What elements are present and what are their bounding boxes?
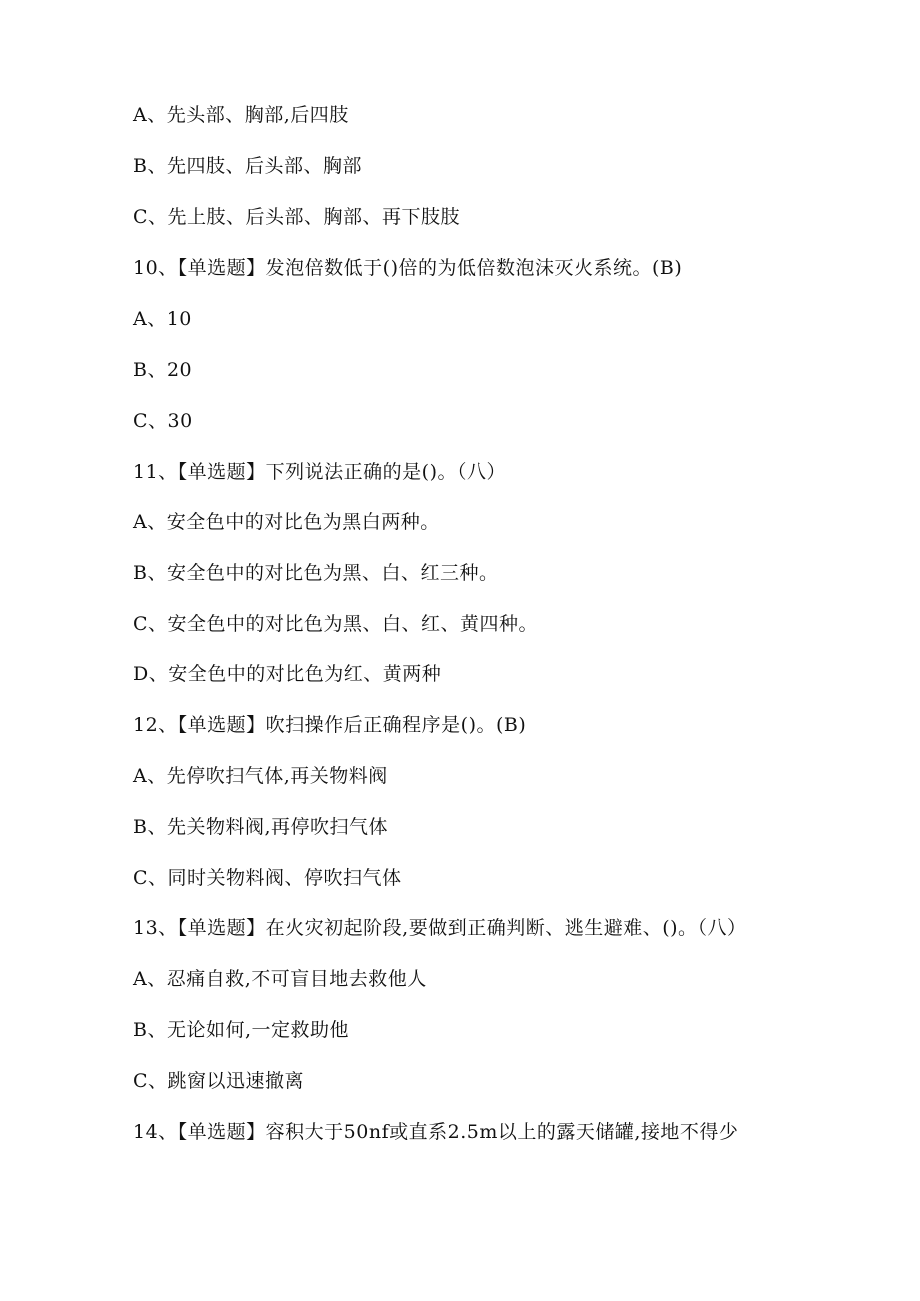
option-line: A、10	[133, 308, 192, 330]
option-line: C、先上肢、后头部、胸部、再下肢肢	[133, 206, 461, 228]
option-line: B、先四肢、后头部、胸部	[133, 155, 362, 177]
option-line: B、先关物料阀,再停吹扫气体	[133, 816, 389, 838]
option-line: B、安全色中的对比色为黑、白、红三种。	[133, 562, 499, 584]
option-line: A、先头部、胸部,后四肢	[133, 104, 349, 126]
option-line: D、安全色中的对比色为红、黄两种	[133, 663, 442, 685]
option-line: A、先停吹扫气体,再关物料阀	[133, 765, 388, 787]
option-line: A、忍痛自救,不可盲目地去救他人	[133, 968, 427, 990]
option-line: A、安全色中的对比色为黑白两种。	[133, 511, 440, 533]
option-line: C、安全色中的对比色为黑、白、红、黄四种。	[133, 613, 539, 635]
question-line: 12、【单选题】吹扫操作后正确程序是()。(B)	[133, 714, 527, 736]
option-line: B、20	[133, 359, 193, 381]
option-line: C、跳窗以迅速撤离	[133, 1070, 305, 1092]
question-line: 13、【单选题】在火灾初起阶段,要做到正确判断、逃生避难、()。（八）	[133, 917, 747, 939]
question-line: 11、【单选题】下列说法正确的是()。（八）	[133, 461, 507, 483]
option-line: C、30	[133, 410, 193, 432]
question-line: 14、【单选题】容积大于50nf或直系2.5m以上的露天储罐,接地不得少	[133, 1121, 739, 1143]
option-line: C、同时关物料阀、停吹扫气体	[133, 867, 402, 889]
question-line: 10、【单选题】发泡倍数低于()倍的为低倍数泡沫灭火系统。(B)	[133, 257, 683, 279]
option-line: B、无论如何,一定救助他	[133, 1019, 350, 1041]
